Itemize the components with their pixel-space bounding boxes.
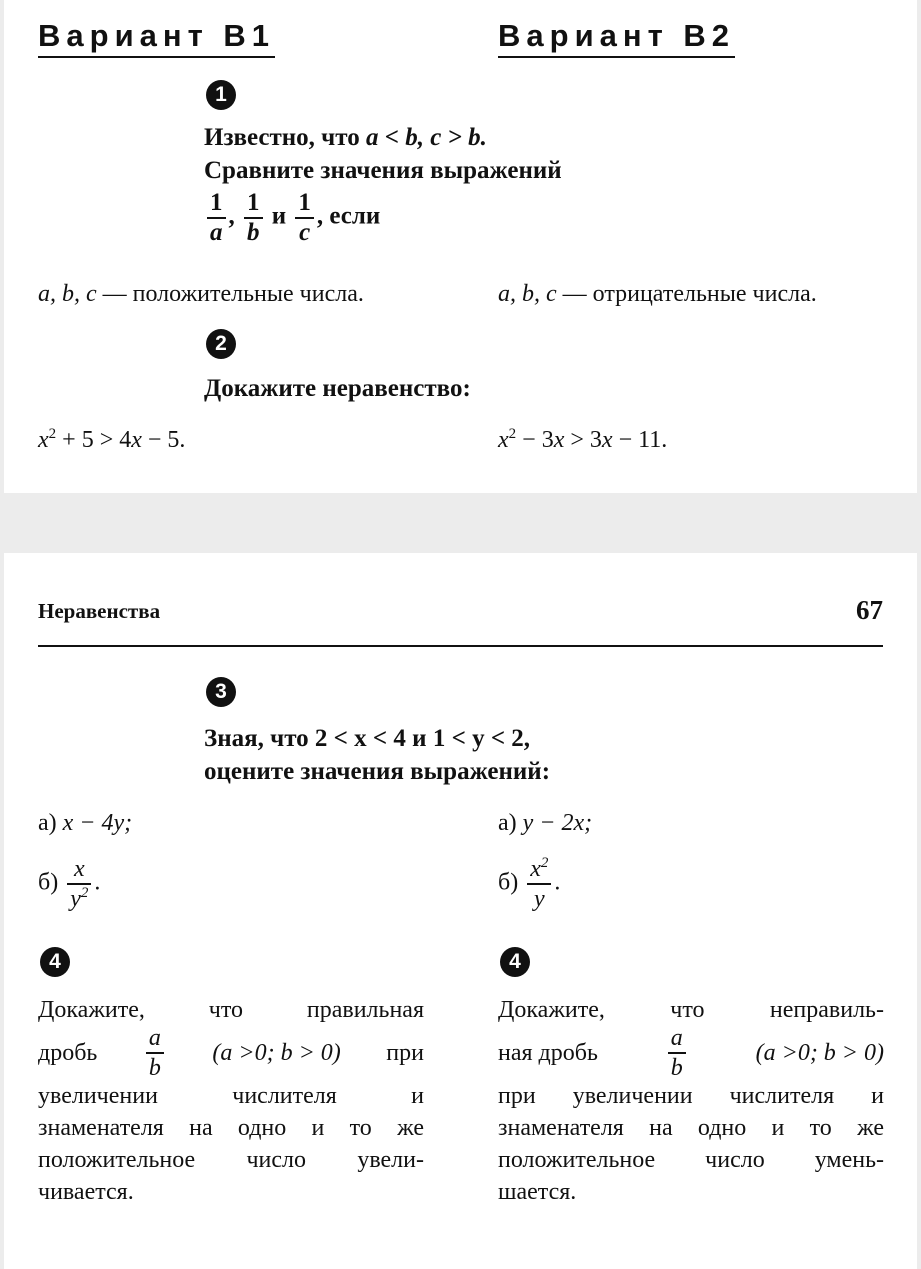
variant-2-title: Вариант В2 xyxy=(498,18,735,58)
inequality-end: − 5. xyxy=(141,427,186,453)
item-expression: x − 4y; xyxy=(62,810,133,836)
variant-2-item-b xyxy=(498,855,560,913)
task-1-number: 1 xyxy=(206,80,236,110)
task-1-line-2: Сравните значения выражений xyxy=(204,157,562,184)
and-word: и xyxy=(271,202,287,230)
text-line: Докажите, что неправиль- xyxy=(498,997,884,1023)
variant-1-vars: a, b, c xyxy=(38,281,97,307)
condition-text: (a >0; b > 0) xyxy=(755,1040,884,1066)
var-x: x xyxy=(601,427,613,453)
fraction-denominator: b xyxy=(146,1052,164,1082)
item-expression: y − 2x; xyxy=(522,810,593,836)
variant-1-title: Вариант В1 xyxy=(38,18,275,58)
fraction-denominator: b xyxy=(668,1052,686,1082)
variant-1-task-4-text xyxy=(38,994,424,1208)
header-divider xyxy=(38,645,883,647)
inequality-part: − 3 xyxy=(516,427,554,453)
variant-1-condition-text: — положительные числа. xyxy=(102,281,364,307)
item-label: а) xyxy=(38,810,57,836)
fraction-denominator: y xyxy=(527,883,551,913)
text-part: ная дробь xyxy=(498,1040,598,1066)
exponent: 2 xyxy=(508,426,517,442)
numerator-var: x xyxy=(530,856,541,882)
fraction-numerator: 1 xyxy=(298,189,311,216)
variant-1-inequality xyxy=(38,424,185,456)
task-2-prompt: Докажите неравенство: xyxy=(204,375,471,402)
page-top xyxy=(4,0,917,493)
task-4-number-variant-2: 4 xyxy=(500,947,530,977)
fraction-a-over-b xyxy=(146,1024,164,1082)
fraction-numerator xyxy=(527,855,551,883)
text-line: положительное число умень- xyxy=(498,1147,884,1173)
comma: , xyxy=(228,202,235,230)
fraction-denominator xyxy=(67,883,91,913)
denominator-var: y xyxy=(70,886,81,912)
fraction-denominator: c xyxy=(295,217,314,247)
text-line: увеличении числителя и xyxy=(38,1083,424,1109)
variant-2-condition xyxy=(498,278,817,310)
if-word: , если xyxy=(316,202,381,230)
variant-2-condition-text: — отрицательные числа. xyxy=(562,281,817,307)
period: . xyxy=(554,869,561,896)
task-3-line-2: оцените значения выражений: xyxy=(204,758,551,785)
text-line: знаменателя на одно и то же xyxy=(498,1115,884,1141)
exponent: 2 xyxy=(80,885,89,901)
running-header-title: Неравенства xyxy=(38,599,161,623)
text-part: дробь xyxy=(38,1040,98,1066)
text-line: чивается. xyxy=(38,1179,134,1205)
text-line-with-fraction xyxy=(38,1027,424,1079)
period: . xyxy=(94,869,101,896)
fraction-numerator: a xyxy=(670,1025,683,1051)
fraction-1-over-b xyxy=(244,189,263,247)
variant-2-vars: a, b, c xyxy=(498,281,557,307)
text-line: положительное число увели- xyxy=(38,1147,424,1173)
var-x: x xyxy=(38,427,49,453)
inequality-part: + 5 > 4 xyxy=(56,427,132,453)
task-1-line-1 xyxy=(204,121,487,154)
task-1-fractions xyxy=(204,189,380,247)
text-line: при увеличении числителя и xyxy=(498,1083,884,1109)
fraction-numerator: x xyxy=(73,856,85,882)
item-label: б) xyxy=(498,869,519,896)
page-number: 67 xyxy=(856,595,883,625)
text-line: Докажите, что правильная xyxy=(38,997,424,1023)
var-x: x xyxy=(131,427,142,453)
exponent: 2 xyxy=(540,855,549,871)
text-line-with-fraction xyxy=(498,1027,884,1079)
page-bottom xyxy=(4,553,917,1269)
condition-text: (a >0; b > 0) xyxy=(212,1040,341,1066)
var-x: x xyxy=(553,427,565,453)
task-3-number: 3 xyxy=(206,677,236,707)
text-line: знаменателя на одно и то же xyxy=(38,1115,424,1141)
variant-1-item-b xyxy=(38,855,100,913)
text-line: шается. xyxy=(498,1179,577,1205)
fraction-denominator: b xyxy=(244,217,263,247)
fraction-numerator: a xyxy=(148,1025,161,1051)
fraction-denominator: a xyxy=(207,217,226,247)
inequality-part: > 3 xyxy=(564,427,602,453)
fraction-numerator: 1 xyxy=(247,189,260,216)
variant-2-inequality xyxy=(498,424,667,456)
variant-1-item-a xyxy=(38,807,132,839)
task-2-number: 2 xyxy=(206,329,236,359)
fraction-1-over-a xyxy=(207,189,226,247)
fraction-1-over-c xyxy=(295,189,314,247)
var-x: x xyxy=(498,427,509,453)
task-1-line-1-math: a < b, c > b. xyxy=(365,124,487,151)
item-label: а) xyxy=(498,810,517,836)
item-label: б) xyxy=(38,869,59,896)
fraction-a-over-b xyxy=(668,1024,686,1082)
variant-1-condition xyxy=(38,278,364,310)
task-3-line-1: Зная, что 2 < x < 4 и 1 < y < 2, xyxy=(204,725,531,752)
fraction-x-over-y-squared xyxy=(67,855,91,913)
variant-2-item-a xyxy=(498,807,592,839)
inequality-end: − 11. xyxy=(612,427,668,453)
exponent: 2 xyxy=(48,426,57,442)
task-1-line-1-prefix: Известно, что xyxy=(204,124,360,151)
variant-2-task-4-text xyxy=(498,994,884,1208)
fraction-numerator: 1 xyxy=(210,189,223,216)
task-4-number-variant-1: 4 xyxy=(40,947,70,977)
fraction-x-squared-over-y xyxy=(527,855,551,913)
text-part: при xyxy=(386,1040,424,1066)
